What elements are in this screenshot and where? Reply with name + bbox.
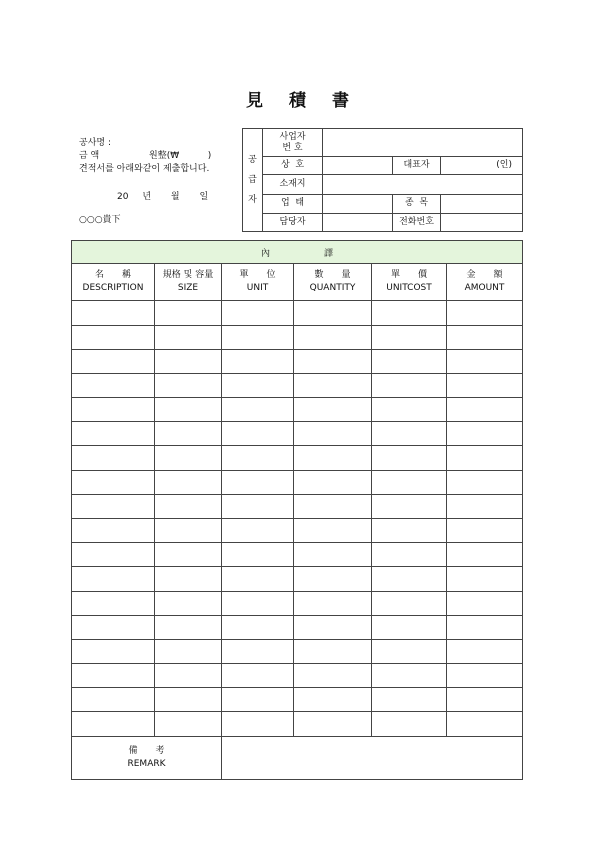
business-item-field[interactable]	[441, 194, 523, 213]
amount-cell[interactable]	[447, 567, 523, 591]
quantity-cell[interactable]	[294, 470, 372, 494]
unit-cell[interactable]	[222, 470, 294, 494]
table-row	[72, 349, 523, 373]
items-table	[71, 240, 523, 780]
unit-cell[interactable]	[222, 712, 294, 736]
amount-line	[79, 150, 211, 163]
table-row	[72, 325, 523, 349]
size-cell[interactable]	[155, 349, 222, 373]
business-type-field[interactable]	[323, 194, 393, 213]
quantity-cell[interactable]	[294, 543, 372, 567]
project-name-label: 공사명 :	[79, 138, 111, 148]
date-month: 월	[170, 192, 180, 202]
unit-cell[interactable]	[222, 639, 294, 663]
description-cell[interactable]	[72, 422, 155, 446]
unitcost-cell[interactable]	[372, 664, 447, 688]
quantity-cell[interactable]	[294, 373, 372, 397]
recipient: ○○○貴下	[79, 215, 121, 225]
size-cell[interactable]	[155, 712, 222, 736]
title-char-1: 見	[246, 91, 263, 111]
size-cell[interactable]	[155, 301, 222, 325]
table-row	[72, 373, 523, 397]
table-row	[72, 639, 523, 663]
amount-cell[interactable]	[447, 349, 523, 373]
section-right-char: 譯	[324, 248, 334, 259]
table-row	[72, 422, 523, 446]
unitcost-cell[interactable]	[372, 398, 447, 422]
reg-no-field[interactable]	[323, 129, 523, 157]
unitcost-cell[interactable]	[372, 373, 447, 397]
description-cell[interactable]	[72, 470, 155, 494]
unitcost-cell[interactable]	[372, 301, 447, 325]
manager-label: 담당자	[263, 213, 323, 231]
description-cell[interactable]	[72, 301, 155, 325]
date-year: 20	[117, 192, 129, 202]
table-row	[72, 470, 523, 494]
quantity-cell[interactable]	[294, 639, 372, 663]
col-unit: 單 位 UNIT	[222, 264, 294, 301]
unitcost-cell[interactable]	[372, 688, 447, 712]
amount-cell[interactable]	[447, 615, 523, 639]
description-cell[interactable]	[72, 688, 155, 712]
quantity-cell[interactable]	[294, 301, 372, 325]
unitcost-cell[interactable]	[372, 470, 447, 494]
amount-cell[interactable]	[447, 664, 523, 688]
business-type-label: 업 태	[263, 194, 323, 213]
unit-cell[interactable]	[222, 349, 294, 373]
description-cell[interactable]	[72, 349, 155, 373]
unit-cell[interactable]	[222, 688, 294, 712]
description-cell[interactable]	[72, 639, 155, 663]
date-line	[117, 189, 219, 202]
size-cell[interactable]	[155, 494, 222, 518]
table-row	[72, 301, 523, 325]
statement-text: 견적서를 아래와같이 제출합니다.	[79, 164, 210, 174]
table-row	[72, 494, 523, 518]
unit-cell[interactable]	[222, 301, 294, 325]
amount-cell[interactable]	[447, 301, 523, 325]
quantity-cell[interactable]	[294, 446, 372, 470]
unit-cell[interactable]	[222, 567, 294, 591]
size-cell[interactable]	[155, 639, 222, 663]
supplier-side-label: 공 급 자	[243, 129, 263, 232]
table-row	[72, 615, 523, 639]
amount-unit: 원整(₩ )	[149, 151, 212, 161]
quantity-cell[interactable]	[294, 518, 372, 542]
phone-field[interactable]	[441, 213, 523, 231]
size-cell[interactable]	[155, 615, 222, 639]
section-left-char: 內	[260, 248, 270, 259]
unitcost-cell[interactable]	[372, 615, 447, 639]
business-item-label: 종 목	[393, 194, 441, 213]
quantity-cell[interactable]	[294, 325, 372, 349]
quantity-cell[interactable]	[294, 688, 372, 712]
description-cell[interactable]	[72, 567, 155, 591]
company-label: 상 호	[263, 157, 323, 175]
table-row	[72, 398, 523, 422]
unitcost-cell[interactable]	[372, 567, 447, 591]
address-label: 소재지	[263, 175, 323, 194]
size-cell[interactable]	[155, 373, 222, 397]
unitcost-cell[interactable]	[372, 543, 447, 567]
col-description: 名 稱 DESCRIPTION	[72, 264, 155, 301]
item-rows	[72, 301, 523, 736]
unit-cell[interactable]	[222, 543, 294, 567]
column-header-row	[72, 264, 523, 301]
address-field[interactable]	[323, 175, 523, 194]
unit-cell[interactable]	[222, 446, 294, 470]
title-char-2: 積	[289, 91, 306, 111]
col-unitcost: 單 價 UNITCOST	[372, 264, 447, 301]
date-day: 일	[199, 192, 209, 202]
amount-cell[interactable]	[447, 688, 523, 712]
reg-no-label: 사업자 번 호	[263, 129, 323, 157]
size-cell[interactable]	[155, 422, 222, 446]
unit-cell[interactable]	[222, 664, 294, 688]
size-cell[interactable]	[155, 325, 222, 349]
amount-cell[interactable]	[447, 373, 523, 397]
unitcost-cell[interactable]	[372, 494, 447, 518]
unit-cell[interactable]	[222, 494, 294, 518]
col-size: 規格 및 容量 SIZE	[155, 264, 222, 301]
size-cell[interactable]	[155, 518, 222, 542]
size-cell[interactable]	[155, 446, 222, 470]
amount-cell[interactable]	[447, 543, 523, 567]
unitcost-cell[interactable]	[372, 325, 447, 349]
amount-cell[interactable]	[447, 446, 523, 470]
col-amount: 金 額 AMOUNT	[447, 264, 523, 301]
unitcost-cell[interactable]	[372, 422, 447, 446]
description-cell[interactable]	[72, 664, 155, 688]
description-cell[interactable]	[72, 543, 155, 567]
quantity-cell[interactable]	[294, 712, 372, 736]
seal-mark: (인)	[441, 157, 523, 175]
size-cell[interactable]	[155, 398, 222, 422]
table-row	[72, 688, 523, 712]
quantity-cell[interactable]	[294, 664, 372, 688]
document-title	[0, 86, 595, 111]
quantity-cell[interactable]	[294, 349, 372, 373]
unitcost-cell[interactable]	[372, 349, 447, 373]
remark-field[interactable]	[222, 736, 523, 779]
unitcost-cell[interactable]	[372, 639, 447, 663]
unitcost-cell[interactable]	[372, 712, 447, 736]
estimate-info	[79, 137, 211, 176]
size-cell[interactable]	[155, 664, 222, 688]
description-cell[interactable]	[72, 373, 155, 397]
unit-cell[interactable]	[222, 615, 294, 639]
company-field[interactable]	[323, 157, 393, 175]
size-cell[interactable]	[155, 567, 222, 591]
size-cell[interactable]	[155, 470, 222, 494]
remark-label: 備 考 REMARK	[72, 736, 222, 779]
unit-cell[interactable]	[222, 398, 294, 422]
amount-cell[interactable]	[447, 639, 523, 663]
quantity-cell[interactable]	[294, 422, 372, 446]
amount-cell[interactable]	[447, 591, 523, 615]
table-row	[72, 543, 523, 567]
phone-label: 전화번호	[393, 213, 441, 231]
table-row	[72, 591, 523, 615]
size-cell[interactable]	[155, 688, 222, 712]
col-quantity: 數 量 QUANTITY	[294, 264, 372, 301]
description-cell[interactable]	[72, 494, 155, 518]
quantity-cell[interactable]	[294, 494, 372, 518]
description-cell[interactable]	[72, 398, 155, 422]
table-row	[72, 567, 523, 591]
quantity-cell[interactable]	[294, 591, 372, 615]
description-cell[interactable]	[72, 518, 155, 542]
unit-cell[interactable]	[222, 591, 294, 615]
description-cell[interactable]	[72, 325, 155, 349]
description-cell[interactable]	[72, 712, 155, 736]
amount-label: 금 액	[79, 151, 100, 161]
supplier-table	[242, 128, 523, 232]
quantity-cell[interactable]	[294, 567, 372, 591]
unit-cell[interactable]	[222, 325, 294, 349]
amount-cell[interactable]	[447, 422, 523, 446]
amount-cell[interactable]	[447, 470, 523, 494]
table-row	[72, 518, 523, 542]
amount-cell[interactable]	[447, 494, 523, 518]
amount-cell[interactable]	[447, 398, 523, 422]
quantity-cell[interactable]	[294, 398, 372, 422]
amount-cell[interactable]	[447, 518, 523, 542]
unitcost-cell[interactable]	[372, 591, 447, 615]
representative-label: 대표자	[393, 157, 441, 175]
manager-field[interactable]	[323, 213, 393, 231]
table-row	[72, 664, 523, 688]
description-cell[interactable]	[72, 615, 155, 639]
size-cell[interactable]	[155, 591, 222, 615]
title-char-3: 書	[332, 91, 349, 111]
unitcost-cell[interactable]	[372, 446, 447, 470]
amount-cell[interactable]	[447, 325, 523, 349]
description-cell[interactable]	[72, 446, 155, 470]
unit-cell[interactable]	[222, 373, 294, 397]
description-cell[interactable]	[72, 591, 155, 615]
table-row	[72, 446, 523, 470]
unit-cell[interactable]	[222, 518, 294, 542]
amount-cell[interactable]	[447, 712, 523, 736]
quantity-cell[interactable]	[294, 615, 372, 639]
date-year-suffix: 년	[142, 192, 152, 202]
unit-cell[interactable]	[222, 422, 294, 446]
size-cell[interactable]	[155, 543, 222, 567]
unitcost-cell[interactable]	[372, 518, 447, 542]
table-row	[72, 712, 523, 736]
section-header	[72, 241, 523, 264]
